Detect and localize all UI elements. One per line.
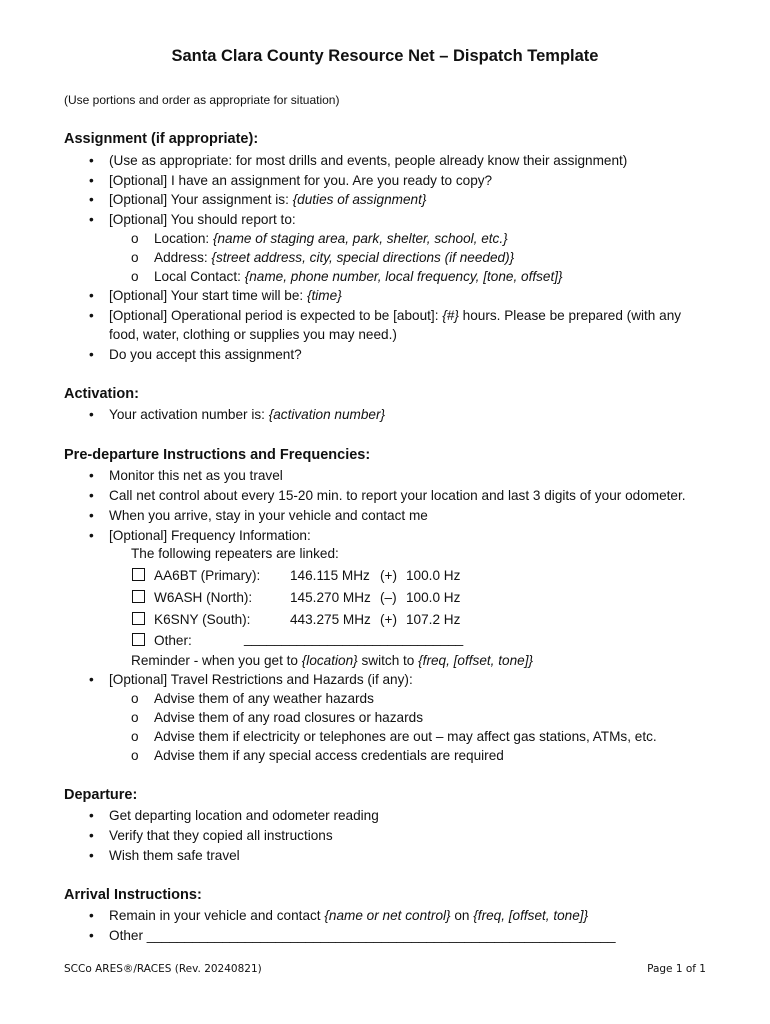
assignment-heading: Assignment (if appropriate):	[64, 131, 259, 147]
list-item: Wish them safe travel	[109, 848, 240, 863]
arrival-frequency: {freq, [offset, tone]}	[473, 908, 589, 923]
list-item	[109, 407, 385, 422]
sub-bullet	[131, 231, 139, 246]
bullet	[89, 828, 94, 843]
arrival-mid: on	[450, 908, 474, 923]
list-item: Monitor this net as you travel	[109, 468, 283, 483]
repeater-offset: (+)	[380, 568, 397, 583]
report-contact-value: {name, phone number, local frequency, [tone, offset]}	[244, 269, 563, 284]
list-item	[109, 192, 426, 207]
checkbox[interactable]	[132, 568, 145, 581]
repeater-name: K6SNY (South):	[154, 612, 251, 627]
report-contact-label: Local Contact:	[154, 269, 245, 284]
bullet	[89, 848, 94, 863]
sub-bullet	[131, 250, 139, 265]
bullet	[89, 508, 94, 523]
bullet	[89, 308, 94, 323]
sub-list-item: Advise them of any weather hazards	[154, 691, 374, 706]
period-suffix: hours. Please be prepared (with any	[458, 308, 682, 323]
sub-bullet	[131, 729, 139, 744]
list-item: [Optional] You should report to:	[109, 212, 296, 227]
bullet	[89, 347, 94, 362]
sub-list-item: Advise them of any road closures or hazards	[154, 710, 423, 725]
repeater-offset: (–)	[380, 590, 397, 605]
list-item: [Optional] Frequency Information:	[109, 528, 311, 543]
list-item: (Use as appropriate: for most drills and events, people already know their assignment)	[109, 153, 628, 168]
document-subtitle: (Use portions and order as appropriate for situation)	[64, 93, 340, 107]
report-address-value: {street address, city, special directions (if needed)}	[211, 250, 515, 265]
repeater-name: AA6BT (Primary):	[154, 568, 261, 583]
start-time-value: {time}	[306, 288, 342, 303]
bullet	[89, 407, 94, 422]
arrival-heading: Arrival Instructions:	[64, 887, 202, 903]
repeater-tone: 100.0 Hz	[406, 590, 461, 605]
checkbox[interactable]	[132, 590, 145, 603]
activation-heading: Activation:	[64, 386, 139, 402]
predeparture-heading: Pre-departure Instructions and Frequencies:	[64, 447, 371, 463]
reminder-prefix: Reminder - when you get to	[131, 653, 302, 668]
checkbox[interactable]	[132, 612, 145, 625]
reminder-location: {location}	[301, 653, 358, 668]
footer-revision: SCCo ARES®/RACES (Rev. 20240821)	[64, 963, 262, 975]
list-item	[109, 308, 681, 323]
reminder-frequency: {freq, [offset, tone]}	[418, 653, 534, 668]
bullet	[89, 212, 94, 227]
period-label: [Optional] Operational period is expected to be [about]:	[109, 308, 443, 323]
bullet	[89, 672, 94, 687]
sub-list-item	[154, 269, 563, 284]
activation-value: {activation number}	[268, 407, 386, 422]
repeater-frequency: 443.275 MHz	[290, 612, 371, 627]
repeater-offset: (+)	[380, 612, 397, 627]
list-item: Verify that they copied all instructions	[109, 828, 333, 843]
sub-bullet	[131, 748, 139, 763]
sub-bullet	[131, 710, 139, 725]
bullet	[89, 173, 94, 188]
report-location-label: Location:	[154, 231, 213, 246]
sub-list-item	[154, 250, 514, 265]
sub-list-item	[154, 231, 508, 246]
list-item: [Optional] I have an assignment for you. Are you ready to copy?	[109, 173, 493, 188]
start-time-label: [Optional] Your start time will be:	[109, 288, 307, 303]
sub-bullet	[131, 269, 139, 284]
list-item[interactable]: Other ______________________________________________________________	[109, 928, 616, 943]
bullet	[89, 908, 94, 923]
period-value: {#}	[442, 308, 459, 323]
other-repeater-blank[interactable]: _____________________________	[244, 631, 464, 646]
list-item	[109, 908, 588, 923]
document-title: Santa Clara County Resource Net – Dispatch Template	[171, 47, 599, 65]
repeater-name: W6ASH (North):	[154, 590, 253, 605]
bullet	[89, 528, 94, 543]
bullet	[89, 288, 94, 303]
bullet	[89, 928, 94, 943]
footer-page-number: Page 1 of 1	[647, 963, 706, 975]
checkbox[interactable]	[132, 633, 145, 646]
repeater-tone: 100.0 Hz	[406, 568, 461, 583]
bullet	[89, 192, 94, 207]
sub-bullet	[131, 691, 139, 706]
arrival-contact: {name or net control}	[324, 908, 451, 923]
bullet	[89, 808, 94, 823]
list-item: [Optional] Travel Restrictions and Hazards (if any):	[109, 672, 413, 687]
bullet	[89, 488, 94, 503]
activation-label: Your activation number is:	[109, 407, 269, 422]
list-item: Call net control about every 15-20 min. to report your location and last 3 digits of your odometer.	[109, 488, 686, 503]
list-item	[109, 288, 342, 303]
arrival-remain-label: Remain in your vehicle and contact	[109, 908, 325, 923]
repeater-tone: 107.2 Hz	[406, 612, 461, 627]
report-address-label: Address:	[154, 250, 212, 265]
repeater-frequency: 145.270 MHz	[290, 590, 371, 605]
repeater-frequency: 146.115 MHz	[290, 568, 370, 583]
sub-list-item: Advise them if any special access credentials are required	[154, 748, 504, 763]
list-item: When you arrive, stay in your vehicle and contact me	[109, 508, 428, 523]
sub-list-item: Advise them if electricity or telephones are out – may affect gas stations, ATMs, etc.	[154, 729, 657, 744]
linked-note: The following repeaters are linked:	[131, 546, 339, 561]
departure-heading: Departure:	[64, 787, 138, 803]
reminder-note	[131, 653, 533, 668]
list-item: Get departing location and odometer reading	[109, 808, 379, 823]
bullet	[89, 468, 94, 483]
bullet	[89, 153, 94, 168]
list-item: Do you accept this assignment?	[109, 347, 302, 362]
reminder-mid: switch to	[357, 653, 419, 668]
assignment-label: [Optional] Your assignment is:	[109, 192, 293, 207]
other-repeater-label: Other:	[154, 633, 192, 648]
duties-placeholder: {duties of assignment}	[292, 192, 427, 207]
list-item-continuation: food, water, clothing or supplies you may need.)	[109, 327, 397, 342]
report-location-value: {name of staging area, park, shelter, school, etc.}	[212, 231, 508, 246]
